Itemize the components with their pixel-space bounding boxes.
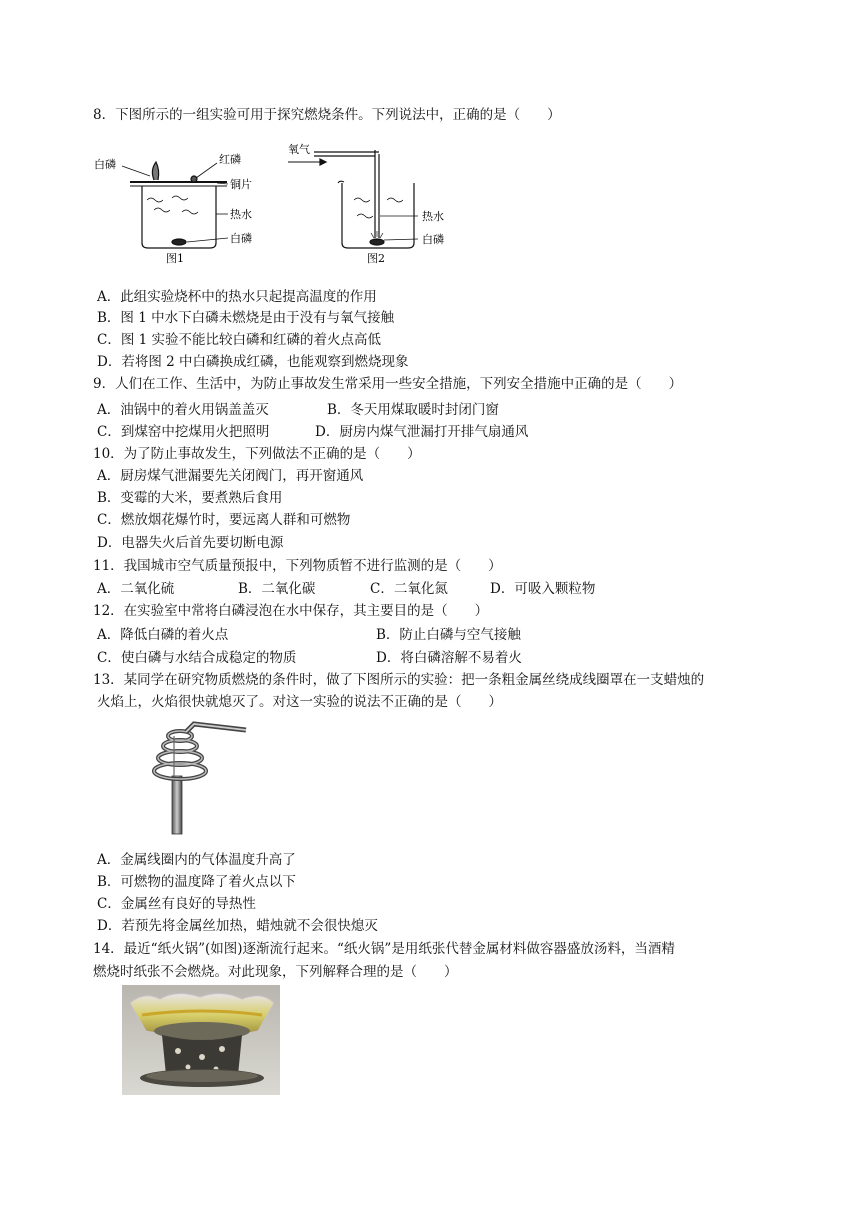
q10-option-d: D．电器失火后首先要切断电源	[97, 535, 284, 551]
fig1-label-copper: 铜片	[230, 178, 252, 191]
q11-option-c: C．二氧化氮	[370, 581, 448, 597]
q14-stem-line2: 燃烧时纸张不会燃烧。对此现象，下列解释合理的是（ ）	[93, 964, 458, 980]
q14-stem-line1: 14．最近“纸火锅”(如图)逐渐流行起来。“纸火锅”是用纸张代替金属材料做容器盛放汤料，当酒精	[93, 941, 675, 957]
q11-option-a: A．二氧化硫	[97, 581, 175, 597]
q10-option-b: B．变霉的大米，要煮熟后食用	[97, 490, 283, 506]
q9-stem: 9．人们在工作、生活中，为防止事故发生常采用一些安全措施，下列安全措施中正确的是（ ）	[93, 376, 683, 392]
q10-option-c: C．燃放烟花爆竹时，要远离人群和可燃物	[97, 512, 351, 528]
q13-option-b: B．可燃物的温度降了着火点以下	[97, 874, 296, 890]
figure-2	[288, 150, 418, 248]
fig2-label-hot-water: 热水	[422, 210, 444, 223]
figure-1	[122, 162, 228, 248]
q8-option-d: D．若将图 2 中白磷换成红磷，也能观察到燃烧现象	[97, 354, 409, 370]
q11-option-d: D．可吸入颗粒物	[490, 581, 596, 597]
q13-stem-line1: 13．某同学在研究物质燃烧的条件时，做了下图所示的实验：把一条粗金属丝绕成线圈罩在一支蜡烛的	[93, 672, 705, 688]
q10-option-a: A．厨房煤气泄漏要先关闭阀门，再开窗通风	[97, 468, 364, 484]
q12-option-a: A．降低白磷的着火点	[97, 627, 229, 643]
q9-option-a: A．油锅中的着火用锅盖盖灭	[97, 402, 269, 418]
q11-option-b: B．二氧化碳	[238, 581, 316, 597]
q12-stem: 12．在实验室中常将白磷浸泡在水中保存，其主要目的是（ ）	[93, 603, 489, 619]
paper-hotpot-photo	[122, 985, 280, 1095]
fig1-label-hot-water: 热水	[230, 208, 252, 221]
q12-option-c: C．使白磷与水结合成稳定的物质	[97, 650, 297, 666]
q12-option-b: B．防止白磷与空气接触	[376, 627, 521, 643]
fig1-label-white-phosphorus-bottom: 白磷	[230, 232, 252, 245]
q9-option-d: D．厨房内煤气泄漏打开排气扇通风	[315, 424, 529, 440]
fig1-label-red-phosphorus: 红磷	[219, 153, 241, 166]
q13-stem-line2: 火焰上，火焰很快就熄灭了。对这一实验的说法不正确的是（ ）	[97, 694, 502, 710]
q11-stem: 11．我国城市空气质量预报中，下列物质暂不进行监测的是（ ）	[93, 558, 502, 574]
q8-option-c: C．图 1 实验不能比较白磷和红磷的着火点高低	[97, 332, 382, 348]
fig1-label-white-phosphorus-top: 白磷	[94, 158, 116, 171]
q8-figure	[92, 138, 472, 268]
fig2-label-white-phosphorus: 白磷	[422, 233, 444, 246]
q9-option-c: C．到煤窑中挖煤用火把照明	[97, 424, 270, 440]
q13-option-d: D．若预先将金属丝加热，蜡烛就不会很快熄灭	[97, 918, 378, 934]
q8-option-a: A．此组实验烧杯中的热水只起提高温度的作用	[97, 289, 377, 305]
fig2-caption: 图2	[367, 252, 385, 265]
metal-coil-figure	[148, 716, 258, 838]
q9-option-b: B．冬天用煤取暖时封闭门窗	[327, 402, 499, 418]
q13-option-a: A．金属线圈内的气体温度升高了	[97, 852, 296, 868]
fig1-caption: 图1	[166, 252, 184, 265]
q8-stem: 8．下图所示的一组实验可用于探究燃烧条件。下列说法中，正确的是（ ）	[93, 107, 561, 123]
q13-option-c: C．金属丝有良好的导热性	[97, 896, 256, 912]
q12-option-d: D．将白磷溶解不易着火	[376, 650, 522, 666]
fig2-label-oxygen: 氧气	[288, 143, 310, 156]
q10-stem: 10．为了防止事故发生，下列做法不正确的是（ ）	[93, 446, 421, 462]
q8-option-b: B．图 1 中水下白磷未燃烧是由于没有与氧气接触	[97, 310, 395, 326]
